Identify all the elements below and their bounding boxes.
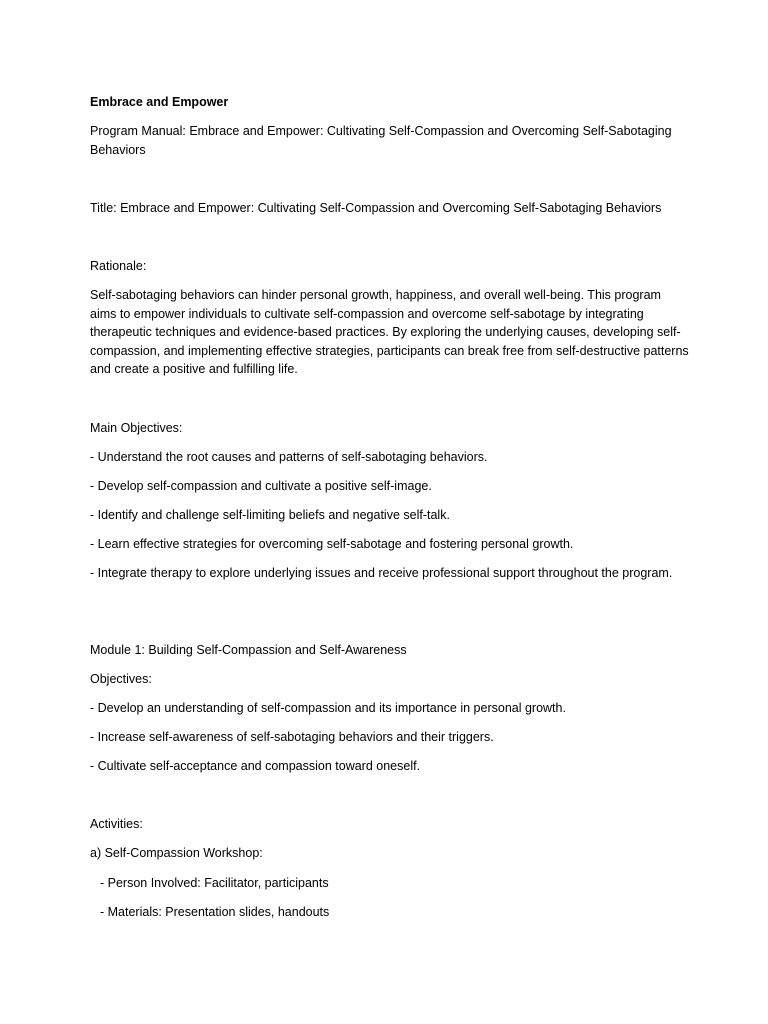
main-objective-item: - Develop self-compassion and cultivate a positive self-image. xyxy=(90,479,432,493)
module1-title: Module 1: Building Self-Compassion and Self-Awareness xyxy=(90,643,407,657)
program-manual-line: Program Manual: Embrace and Empower: Cultivating Self-Compassion and Overcoming Self-Sabotaging Behaviors xyxy=(90,124,672,157)
activity-a-detail: - Materials: Presentation slides, handouts xyxy=(100,905,330,919)
activity-a-title: a) Self-Compassion Workshop: xyxy=(90,846,263,860)
module1-objective-item: - Cultivate self-acceptance and compassion toward oneself. xyxy=(90,759,421,773)
main-objective-item: - Identify and challenge self-limiting beliefs and negative self-talk. xyxy=(90,508,450,522)
activity-a-detail: - Person Involved: Facilitator, participants xyxy=(100,876,329,890)
main-objective-item: - Integrate therapy to explore underlying issues and receive professional support throughout the program. xyxy=(90,566,673,580)
main-objective-item: - Understand the root causes and patterns of self-sabotaging behaviors. xyxy=(90,450,488,464)
document-heading: Embrace and Empower xyxy=(90,95,229,109)
main-objectives-label: Main Objectives: xyxy=(90,421,183,435)
module1-objectives-label: Objectives: xyxy=(90,672,152,686)
main-objective-item: - Learn effective strategies for overcoming self-sabotage and fostering personal growth. xyxy=(90,537,574,551)
title-line: Title: Embrace and Empower: Cultivating Self-Compassion and Overcoming Self-Sabotaging Behaviors xyxy=(90,201,662,215)
rationale-label: Rationale: xyxy=(90,259,147,273)
module1-objective-item: - Increase self-awareness of self-sabotaging behaviors and their triggers. xyxy=(90,730,494,744)
rationale-paragraph: Self-sabotaging behaviors can hinder personal growth, happiness, and overall well-being. This program aims to empower individuals to cultivate self-compassion and overcome self-sabotage by integrating therapeutic techniques and evidence-based practices. By exploring the underlying causes, developing self-compassion, and implementing effective strategies, participants can break free from self-destructive patterns and create a positive and fulfilling life. xyxy=(90,288,689,376)
activities-label: Activities: xyxy=(90,817,143,831)
module1-objective-item: - Develop an understanding of self-compassion and its importance in personal growth. xyxy=(90,701,566,715)
